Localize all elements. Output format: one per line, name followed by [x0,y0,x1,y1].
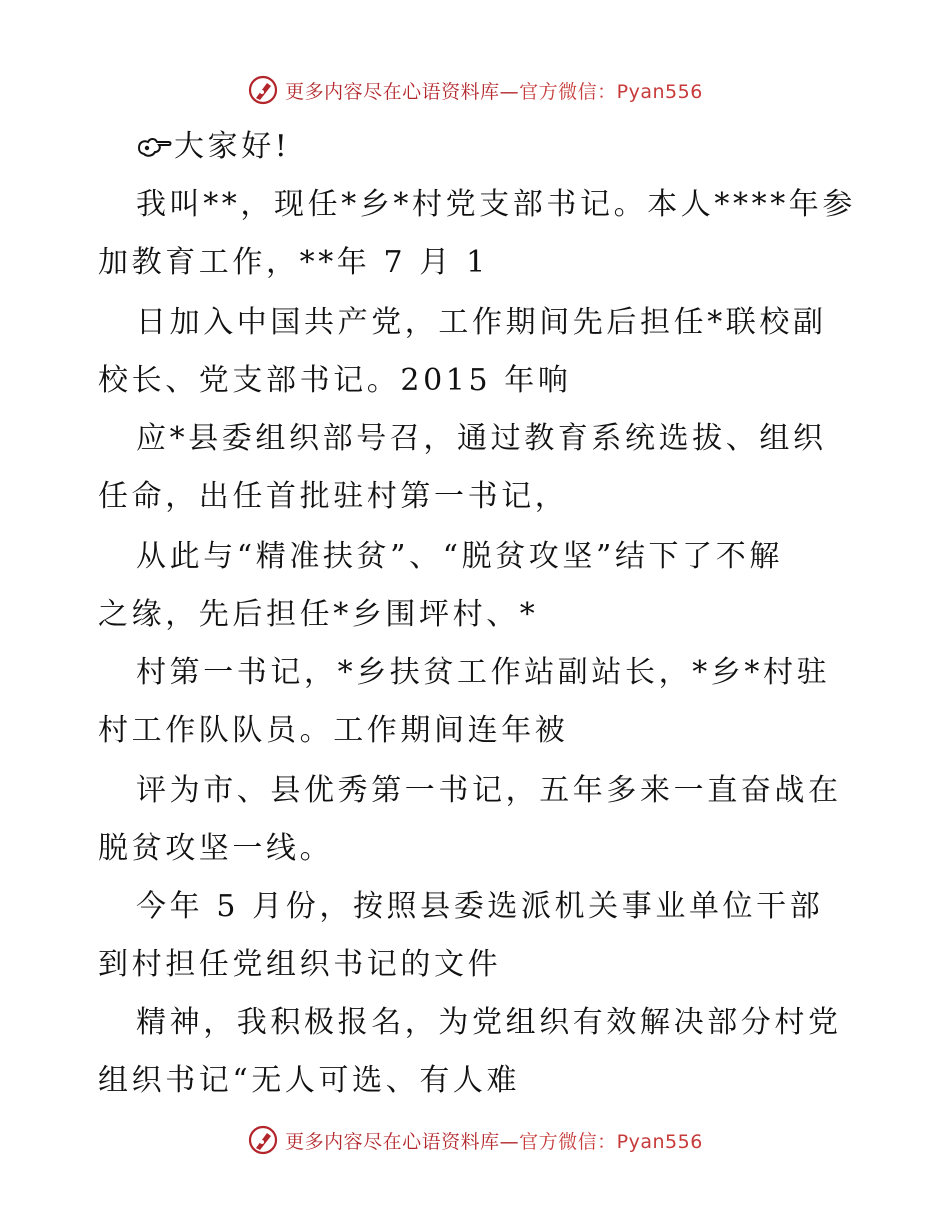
greeting-line: 大家好! [136,118,290,176]
hand-pointing-icon [136,132,172,160]
header-banner-text: 更多内容尽在心语资料库—官方微信：Pyan556 [285,80,703,103]
text-line: 加教育工作，**年 7 月 1 [98,245,489,280]
text-line: 脱贫攻坚一线。 [98,831,334,866]
text-line: 村工作队队员。工作期间连年被 [98,713,569,748]
text-line: 精神，我积极报名，为党组织有效解决部分村党 [136,1005,842,1040]
text-line: 今年 5 月份，按照县委选派机关事业单位干部 [136,889,824,924]
text-line: 评为市、县优秀第一书记，五年多来一直奋战在 [136,773,842,808]
text-line: 应*县委组织部号召，通过教育系统选拔、组织 [136,421,827,456]
pen-nib-logo-icon [247,1124,279,1156]
text-line: 任命，出任首批驻村第一书记， [98,479,569,514]
text-line: 日加入中国共产党，工作期间先后担任*联校副 [136,305,827,340]
text-line: 到村担任党组织书记的文件 [98,947,502,982]
text-line: 我叫**，现任*乡*村党支部书记。本人****年参 [136,187,856,222]
text-line: 组织书记“无人可选、有人难 [98,1063,521,1098]
footer-banner-text: 更多内容尽在心语资料库—官方微信：Pyan556 [285,1130,703,1153]
text-line: 校长、党支部书记。2015 年响 [98,363,572,398]
text-line: 之缘，先后担任*乡围坪村、* [98,597,539,632]
text-line: 村第一书记，*乡扶贫工作站副站长，*乡*村驻 [136,655,831,690]
text-line: 从此与“精准扶贫”、“脱贫攻坚”结下了不解 [136,539,783,574]
header-banner [0,70,950,110]
pen-nib-logo-icon [247,74,279,106]
footer-banner [0,1120,950,1160]
